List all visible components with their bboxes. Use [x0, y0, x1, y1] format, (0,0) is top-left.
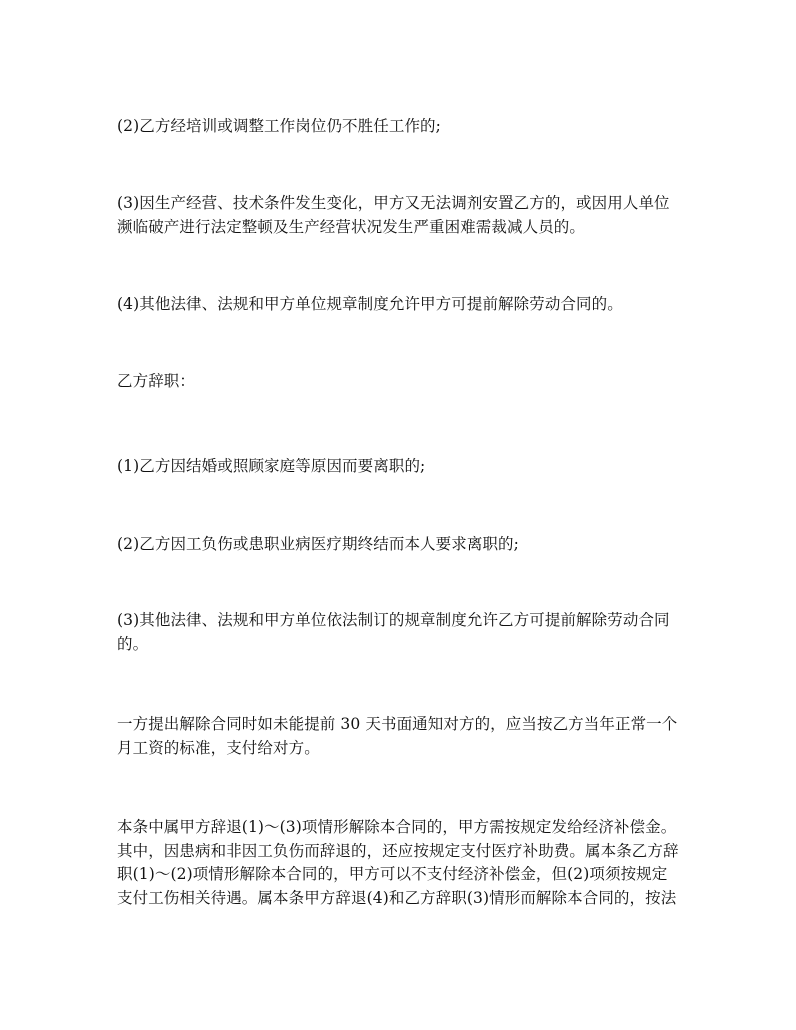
- paragraph-dismissal-item-3: [117, 192, 679, 239]
- paragraph-compensation: [117, 816, 679, 910]
- text-line: (1)乙方因结婚或照顾家庭等原因而要离职的;: [117, 457, 426, 475]
- text-line: 濒临破产进行法定整顿及生产经营状况发生严重困难需裁减人员的。: [117, 217, 586, 236]
- paragraph-resignation-item-1: [117, 455, 679, 479]
- text-line: (4)其他法律、法规和甲方单位规章制度允许甲方可提前解除劳动合同的。: [117, 295, 623, 313]
- text-line: 支付工伤相关待遇。属本条甲方辞退(4)和乙方辞职(3)情形而解除本合同的，按法: [117, 888, 677, 907]
- text-line: (2)乙方经培训或调整工作岗位仍不胜任工作的;: [117, 117, 441, 135]
- paragraph-resignation-item-3: [117, 609, 679, 656]
- text-line: (2)乙方因工负伤或患职业病医疗期终结而本人要求离职的;: [117, 535, 519, 553]
- text-line: (3)因生产经营、技术条件发生变化，甲方又无法调剂安置乙方的，或因用人单位: [117, 194, 670, 212]
- text-line: 月工资的标准，支付给对方。: [117, 738, 320, 757]
- text-line: 一方提出解除合同时如未能提前 30 天书面通知对方的，应当按乙方当年正常一个: [117, 715, 678, 733]
- paragraph-dismissal-item-2: [117, 115, 679, 139]
- text-line: 职(1)～(2)项情形解除本合同的，甲方可以不支付经济补偿金，但(2)项须按规定: [117, 865, 668, 883]
- text-line: (3)其他法律、法规和甲方单位依法制订的规章制度允许乙方可提前解除劳动合同: [117, 611, 670, 629]
- text-line: 乙方辞职：: [117, 372, 196, 390]
- text-line: 本条中属甲方辞退(1)～(3)项情形解除本合同的，甲方需按规定发给经济补偿金。: [117, 818, 677, 836]
- section-heading-resignation: [117, 370, 679, 394]
- paragraph-resignation-item-2: [117, 533, 679, 557]
- paragraph-notice-period: [117, 713, 679, 760]
- text-line: 其中，因患病和非因工负伤而辞退的，还应按规定支付医疗补助费。属本条乙方辞: [117, 841, 679, 860]
- paragraph-dismissal-item-4: [117, 293, 679, 317]
- text-line: 的。: [117, 634, 149, 653]
